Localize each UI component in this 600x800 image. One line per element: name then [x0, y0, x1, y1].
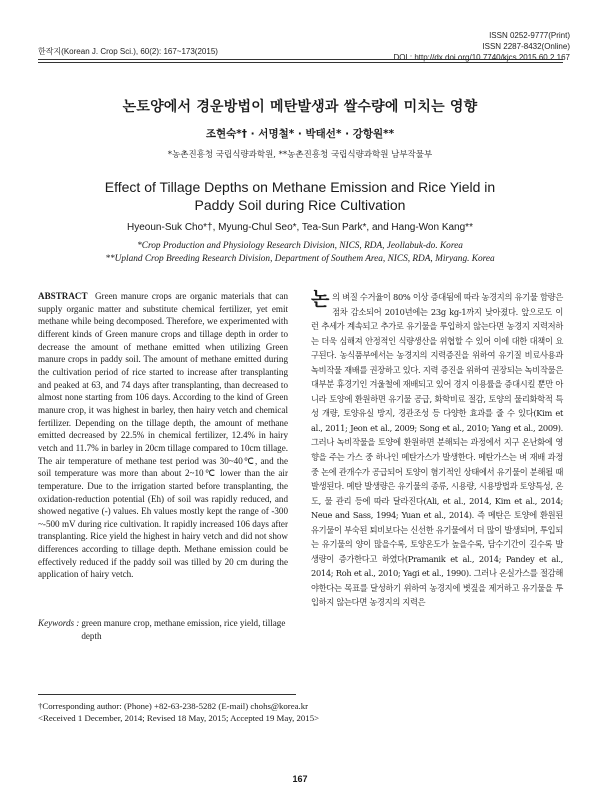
- english-affiliations: [40, 240, 560, 265]
- abstract-text: Green manure crops are organic materials that can supply organic matter and substitute chemical fertilizer, yet emit methane while being decomposed. Therefore, we experimented with different kinds of Green manure crops and tillage depth in order to decrease the amount of methane emitted when utilizing Green manure crops in paddy soil. The amount of methane emitted during the cultivation period of rice started to increase after transplanting and peaked at 63, and 74 days after transplanting, than decreased to almost none starting from 106 days. According to the kind of Green manure crop, it was highest in barley, then hairy vetch and chemical fertilizer. Depending on the tillage depth, the amount of methane emitted decreased by 22.5% in chemical fertilizer, 12.4% in hairy vetch and 11.7% in barley in 20cm tillage compared to 10cm tillage. The air temperature of methane test period was 30~40℃, and the soil temperature was more than about 2~10℃ lower than the air temperature. Due to the irrigation started before transplanting, the oxidation-reduction potential (Eh) of soil was rapidly reduced, and showed negative (-) values. Eh values mostly kept the range of -300 ~-500 mV during rice cultivation. It rapidly increased 106 days after transplanting. Rice yield the highest in hairy vetch and did not show differences according to tillage depth. Methane emission could be effectively reduced if the paddy soil was tilled by 20 cm during the application of hairy vetch.: [38, 291, 289, 580]
- korean-body-paragraph: 의 벼질 수거율이 80% 이상 증대됨에 따라 농경지의 유기물 함량은 점차 감소되어 2010년에는 23g kg-1까지 낮아졌다. 앞으로도 이런 추세가 계속되고 추가로 유기물을 투입하지 않는다면 농경지 지력저하는 더욱 심해져 안정적인 식량생산을 위협할 수 있어 이에 대한 대책이 요구된다. 농식품부에서는 농경지의 지력증진을 위하여 유기질 비료사용과 녹비작물 재배를 권장하고 있다. 지력 증진을 위하여 권장되는 녹비작물은 대부분 휴경기인 겨울철에 재배되고 있어 경지 이용률을 증대시킬 뿐만 아니라 토양에 환원하면 유기물 공급, 화학비료 절감, 토양의 물리화학적 특성 개량, 토양유실 방지, 경관조성 등 다양한 효과를 줄 수 있다(Kim et al., 2011; Jeon et al., 2009; Song et al., 2010; Yang et al., 2009). 그러나 녹비작물을 토양에 환원하면 분해되는 과정에서 지구 온난화에 영향을 주는 가스 중 하나인 메탄가스가 발생한다. 메탄가스는 벼 재배 과정 중 논에 관개수가 공급되어 토양이 혐기적인 상태에서 유기물이 분해될 때 발생된다. 메탄 발생량은 유기물의 종류, 시용량, 시용방법과 토양특성, 온도, 물 관리 등에 따라 달라진다(Ali, et al., 2014, Kim et al., 2014; Neue and Sass, 1994; Yuan et al., 2014). 즉 메탄은 토양에 환원된 유기물이 부숙된 퇴비보다는 신선한 유기물에서 더 많이 발생되며, 투입되는 유기물의 양이 많을수록, 토양온도가 높을수록, 담수기간이 길수록 발생량이 증가한다고 하였다(Pramanik et al., 2014; Pandey et al., 2014; Roh et al., 2010; Yagi et al., 1990). 그러나 온실가스를 절감해야한다는 목표를 달성하기 위하여 농경지에 볏짚을 제거하고 유기물을 투입하지 않는다면 농경지의 지력은: [311, 292, 563, 608]
- affiliation-2: **Upland Crop Breeding Research Division, Department of Southem Area, NICS, RDA, Miryang. Korea: [105, 253, 495, 264]
- received-dates: <Received 1 December, 2014; Revised 18 May, 2015; Accepted 19 May, 2015>: [38, 713, 320, 723]
- issn-print: ISSN 0252-9777(Print): [489, 31, 570, 40]
- english-authors: Hyeoun-Suk Cho*†, Myung-Chul Seo*, Tea-Sun Park*, and Hang-Won Kang**: [127, 222, 473, 233]
- korean-authors: 조현숙*† · 서명철* · 박태선* · 강항원**: [205, 128, 395, 140]
- journal-citation: 한작지(Korean J. Crop Sci.), 60(2): 167~173(2015): [38, 47, 218, 56]
- abstract-label: ABSTRACT: [38, 291, 88, 301]
- keywords: [38, 617, 290, 642]
- keywords-text: green manure crop, methane emission, rice yield, tillage depth: [81, 618, 286, 641]
- korean-body-text: [311, 290, 563, 610]
- affiliation-1: *Crop Production and Physiology Research Division, NICS, RDA, Jeollabuk-do. Korea: [137, 241, 463, 251]
- doi-link[interactable]: DOI : http://dx.doi.org/10.7740/kjcs.2015.60.2.167: [393, 53, 570, 62]
- english-title-line-1: Effect of Tillage Depths on Methane Emission and Rice Yield in: [104, 179, 496, 195]
- header-rule-bottom: [38, 62, 563, 63]
- footnote-rule: [38, 694, 296, 695]
- corresponding-author: †Corresponding author: (Phone) +82-63-238-5282 (E-mail) chohs@korea.kr: [38, 701, 309, 711]
- english-title: [60, 178, 540, 214]
- header-rule-top: [38, 59, 563, 60]
- footnote: [38, 700, 319, 724]
- english-title-line-2: Paddy Soil during Rice Cultivation: [194, 197, 406, 213]
- issn-online: ISSN 2287-8432(Online): [482, 42, 570, 51]
- korean-affiliations: *농촌진흥청 국립식량과학원, **농촌진흥청 국립식량과학원 남부작물부: [167, 150, 433, 160]
- drop-cap: 논: [311, 288, 330, 310]
- keywords-label: Keywords :: [38, 618, 80, 628]
- page-number: 167: [292, 774, 308, 784]
- korean-title: 논토양에서 경운방법이 메탄발생과 쌀수량에 미치는 영향: [122, 99, 478, 115]
- abstract: [38, 290, 288, 581]
